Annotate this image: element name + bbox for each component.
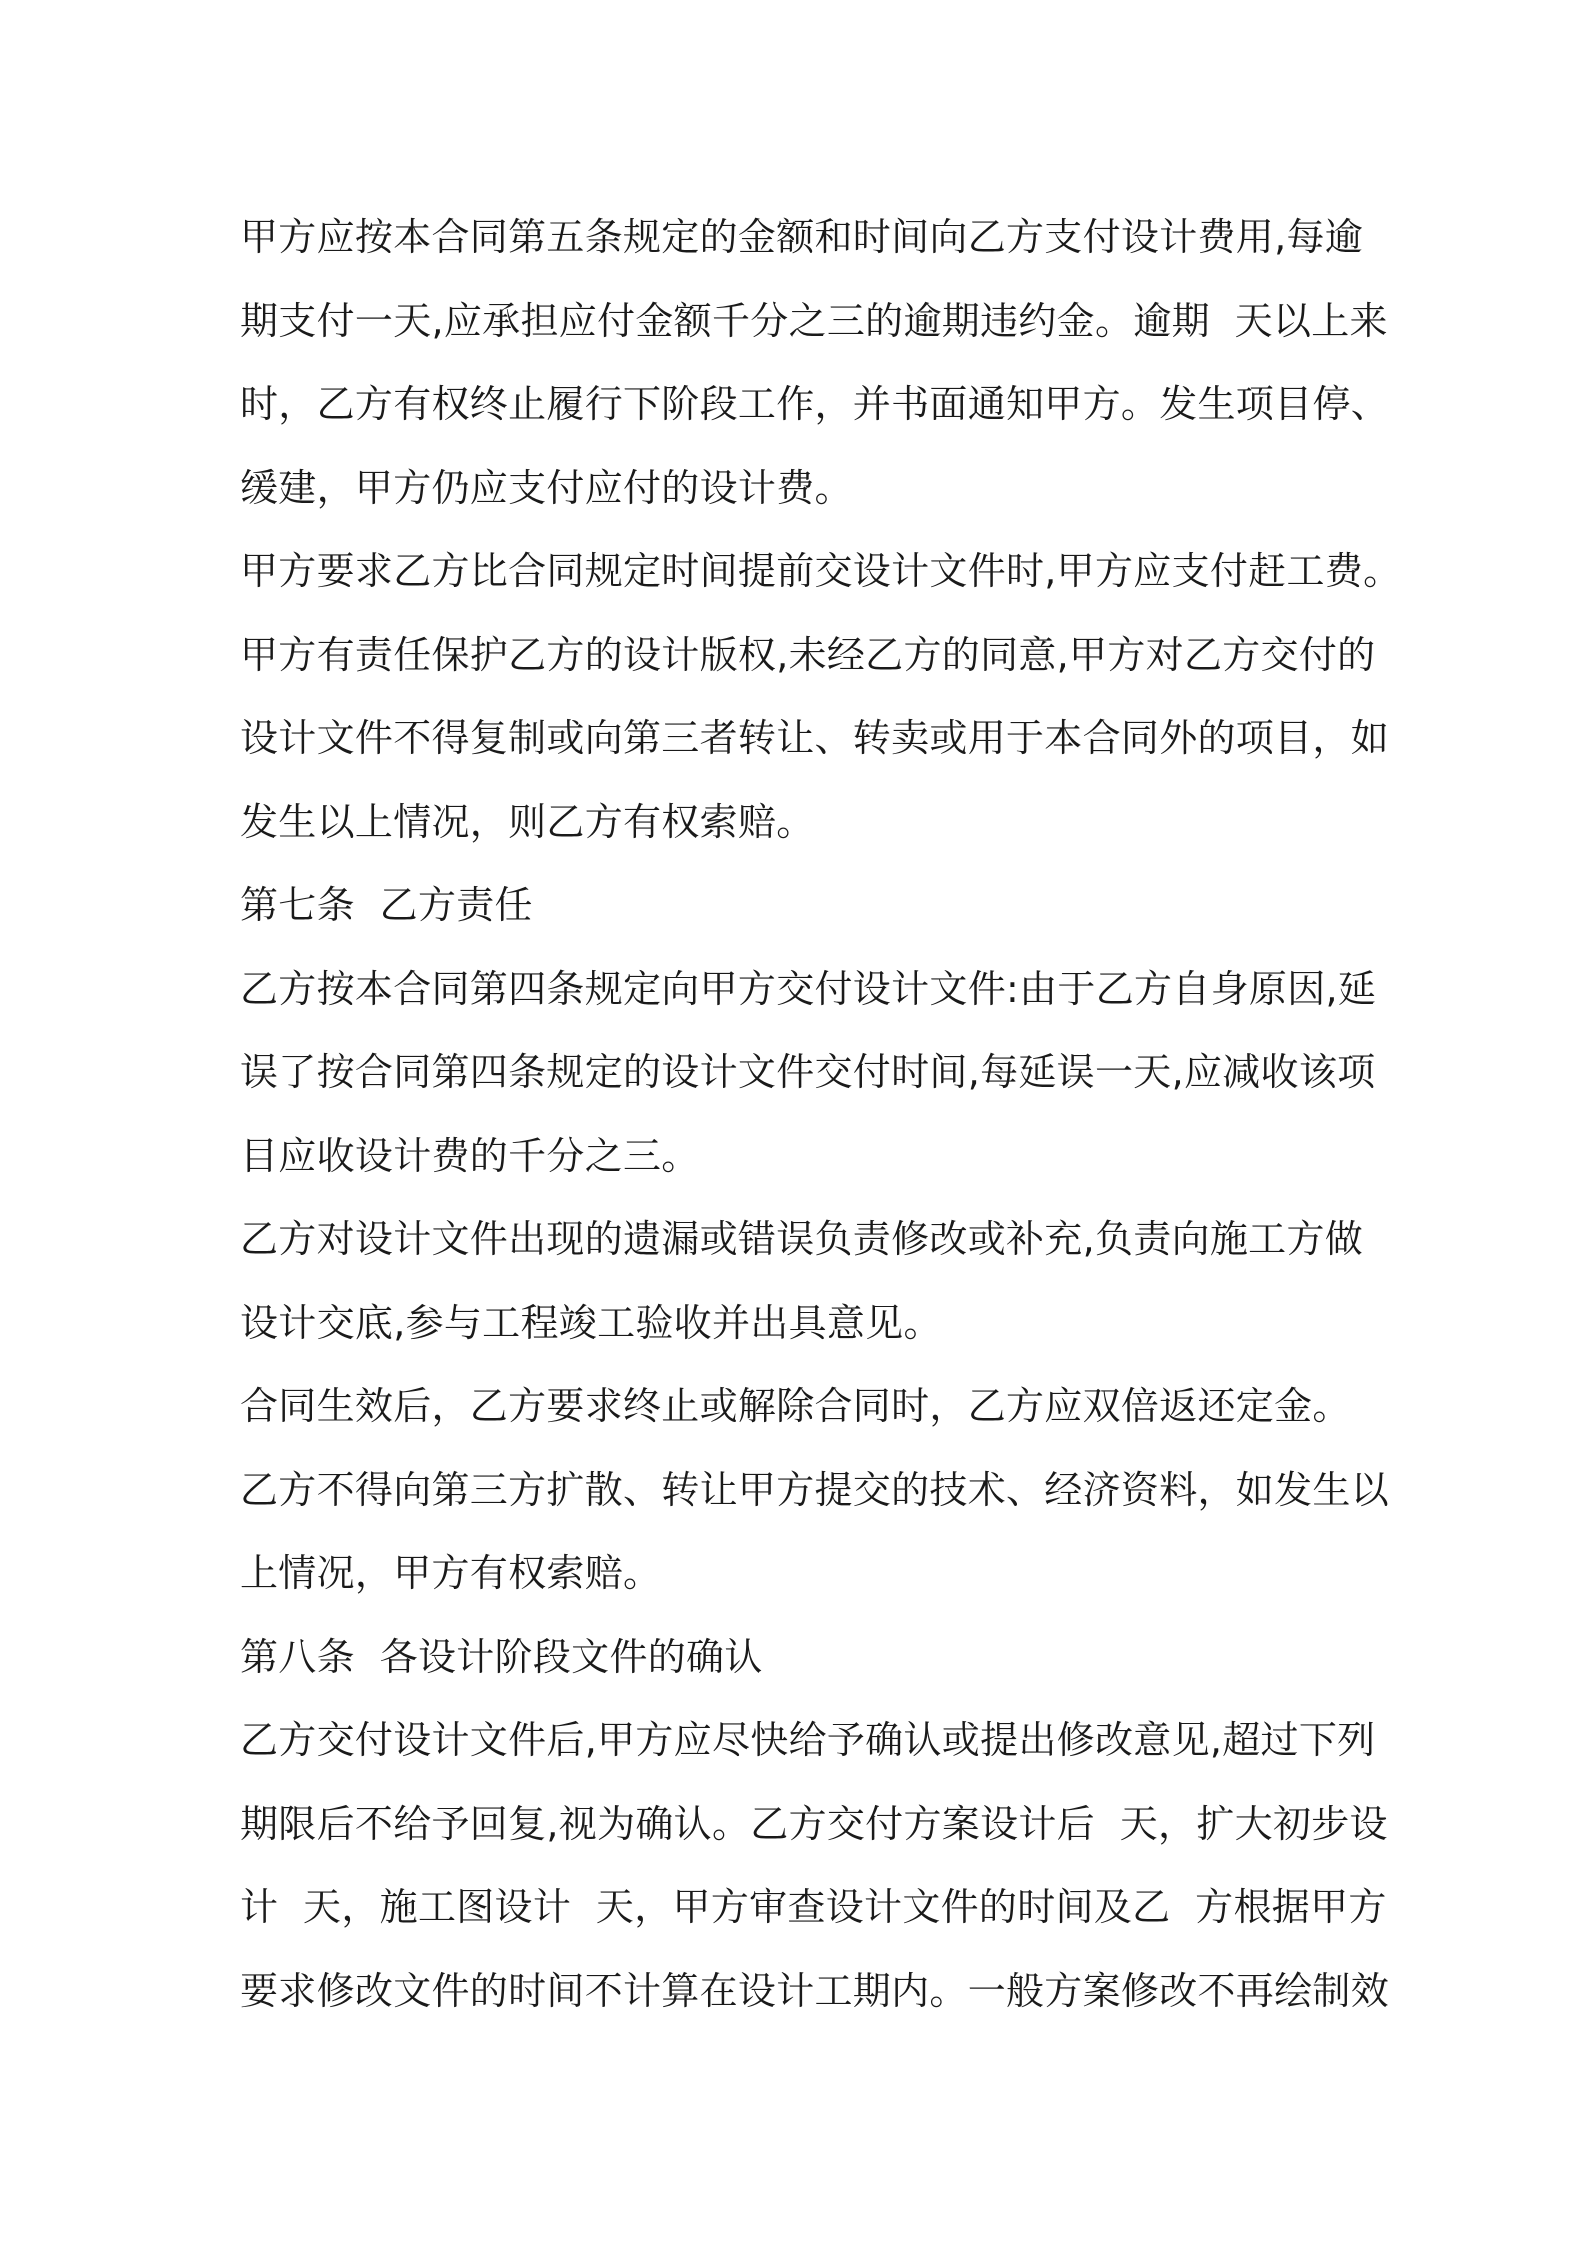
text-line: 发生以上情况，则乙方有权索赔。 [240,799,815,844]
text-line: 甲方应按本合同第五条规定的金额和时间向乙方支付设计费用,每逾 [240,215,1364,259]
text-line: 计 天，施工图设计 天，甲方审查设计文件的时间及乙 方根据甲方 [240,1885,1387,1929]
text-line: 乙方对设计文件出现的遗漏或错误负责修改或补充,负责向施工方做 [240,1217,1364,1261]
section-heading: 第七条 乙方责任 [240,883,533,927]
text-line: 乙方按本合同第四条规定向甲方交付设计文件:由于乙方自身原因,延 [240,966,1377,1011]
text-line: 甲方有责任保护乙方的设计版权,未经乙方的同意,甲方对乙方交付的 [240,632,1376,677]
text-line: 缓建，甲方仍应支付应付的设计费。 [240,465,853,510]
text-line: 甲方要求乙方比合同规定时间提前交设计文件时,甲方应支付赶工费。 [240,549,1402,593]
text-line: 设计交底,参与工程竣工验收并出具意见。 [240,1300,942,1345]
text-line: 乙方交付设计文件后,甲方应尽快给予确认或提出修改意见,超过下列 [240,1718,1376,1762]
text-line: 期支付一天,应承担应付金额千分之三的逾期违约金。逾期 天以上来 [240,298,1388,343]
text-line: 合同生效后，乙方要求终止或解除合同时，乙方应双倍返还定金。 [240,1384,1351,1428]
section-heading: 第八条 各设计阶段文件的确认 [240,1634,763,1679]
text-line: 上情况，甲方有权索赔。 [240,1551,662,1595]
text-line: 要求修改文件的时间不计算在设计工期内。一般方案修改不再绘制效 [240,1968,1390,2013]
document-body [240,196,1402,2033]
text-line: 误了按合同第四条规定的设计文件交付时间,每延误一天,应减收该项 [240,1050,1376,1094]
text-line: 乙方不得向第三方扩散、转让甲方提交的技术、经济资料，如发生以 [240,1467,1390,1512]
text-line: 时，乙方有权终止履行下阶段工作，并书面通知甲方。发生项目停、 [240,382,1390,426]
text-line: 设计文件不得复制或向第三者转让、转卖或用于本合同外的项目，如 [240,716,1390,760]
text-line: 期限后不给予回复,视为确认。乙方交付方案设计后 天，扩大初步设 [240,1801,1388,1846]
text-line: 目应收设计费的千分之三。 [240,1133,700,1178]
